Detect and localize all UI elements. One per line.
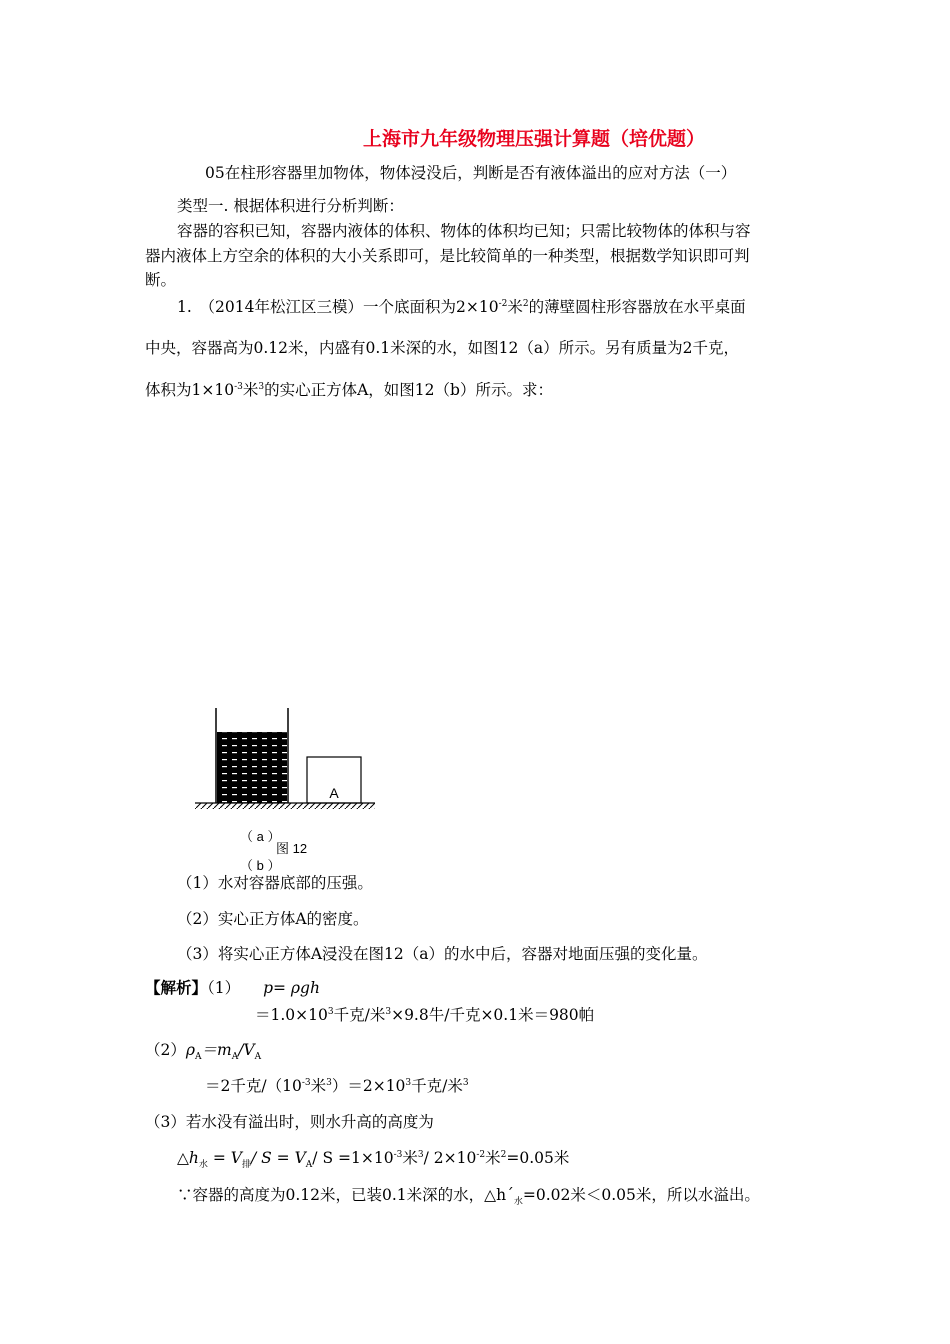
solution-3-formula: $\triangle h_水 = V_排/$ $S = V_A/$ $S =1\times 10^{-3}$米$^3$/ $2\times 10^{-2}$米$^2$=0.05米 (177, 1149, 570, 1171)
intro-line-1: 容器的容积已知，容器内液体的体积、物体的体积均已知；只需比较物体的体积与容 (177, 222, 751, 240)
question-3: （3）将实心正方体A浸没在图12（a）的水中后，容器对地面压强的变化量。 (177, 945, 708, 963)
solution-1-calc: $=1.0\times 10^3$千克/米$^3$×9.8牛/千克×0.1米＝980帕 (255, 1006, 595, 1024)
problem-line-2: 中央，容器高为0.12米，内盛有0.1米深的水，如图12（a）所示。另有质量为2千克， (145, 339, 739, 357)
solution-2-formula: $(2)\rho_A=m_A/V_A$ (145, 1041, 262, 1063)
question-1: （1）水对容器底部的压强。 (177, 874, 373, 892)
problem-line-1: 1. （2014年松江区三模）一个底面积为$2\times 10^{-2}$米$^2$的薄壁圆柱形容器放在水平桌面 (177, 298, 746, 316)
type-heading: 类型一. 根据体积进行分析判断： (177, 197, 404, 215)
question-2: （2）实心正方体A的密度。 (177, 910, 369, 928)
intro-line-2: 器内液体上方空余的体积的大小关系即可，是比较简单的一种类型，根据数学知识即可判 (145, 247, 750, 265)
solution-3-conclusion: ∵容器的高度为0.12米，已装0.1米深的水，$\triangle h´_水=0.02$米＜0.05米，所以水溢出。 (177, 1186, 760, 1208)
intro-line-3: 断。 (145, 271, 177, 289)
figure-label-a: （ a ） (240, 829, 281, 844)
solution-2-calc: ＝2千克$/(10^{-3}$米$^3)=2\times 10^3$千克/米$^3$ (205, 1077, 469, 1095)
problem-line-3: 体积为$1\times 10^{-3}$米$^3$的实心正方体A，如图12（b）所示。求： (145, 381, 553, 399)
figure-caption: 图 12 (276, 841, 308, 856)
figure-12-diagram (190, 700, 380, 815)
figure-label-b: （ b ） (240, 858, 281, 873)
container-a (216, 708, 288, 803)
document-title: 上海市九年级物理压强计算题（培优题） (362, 128, 705, 150)
ground-hatching (195, 803, 375, 809)
water-body (217, 732, 287, 803)
cube-label: A (329, 785, 339, 801)
solution-1-heading: 【解析】（1） p= ρgh (145, 978, 320, 997)
subtitle: 05在柱形容器里加物体，物体浸没后，判断是否有液体溢出的应对方法（一） (205, 164, 737, 182)
solution-3-intro: （3）若水没有溢出时，则水升高的高度为 (145, 1113, 434, 1131)
